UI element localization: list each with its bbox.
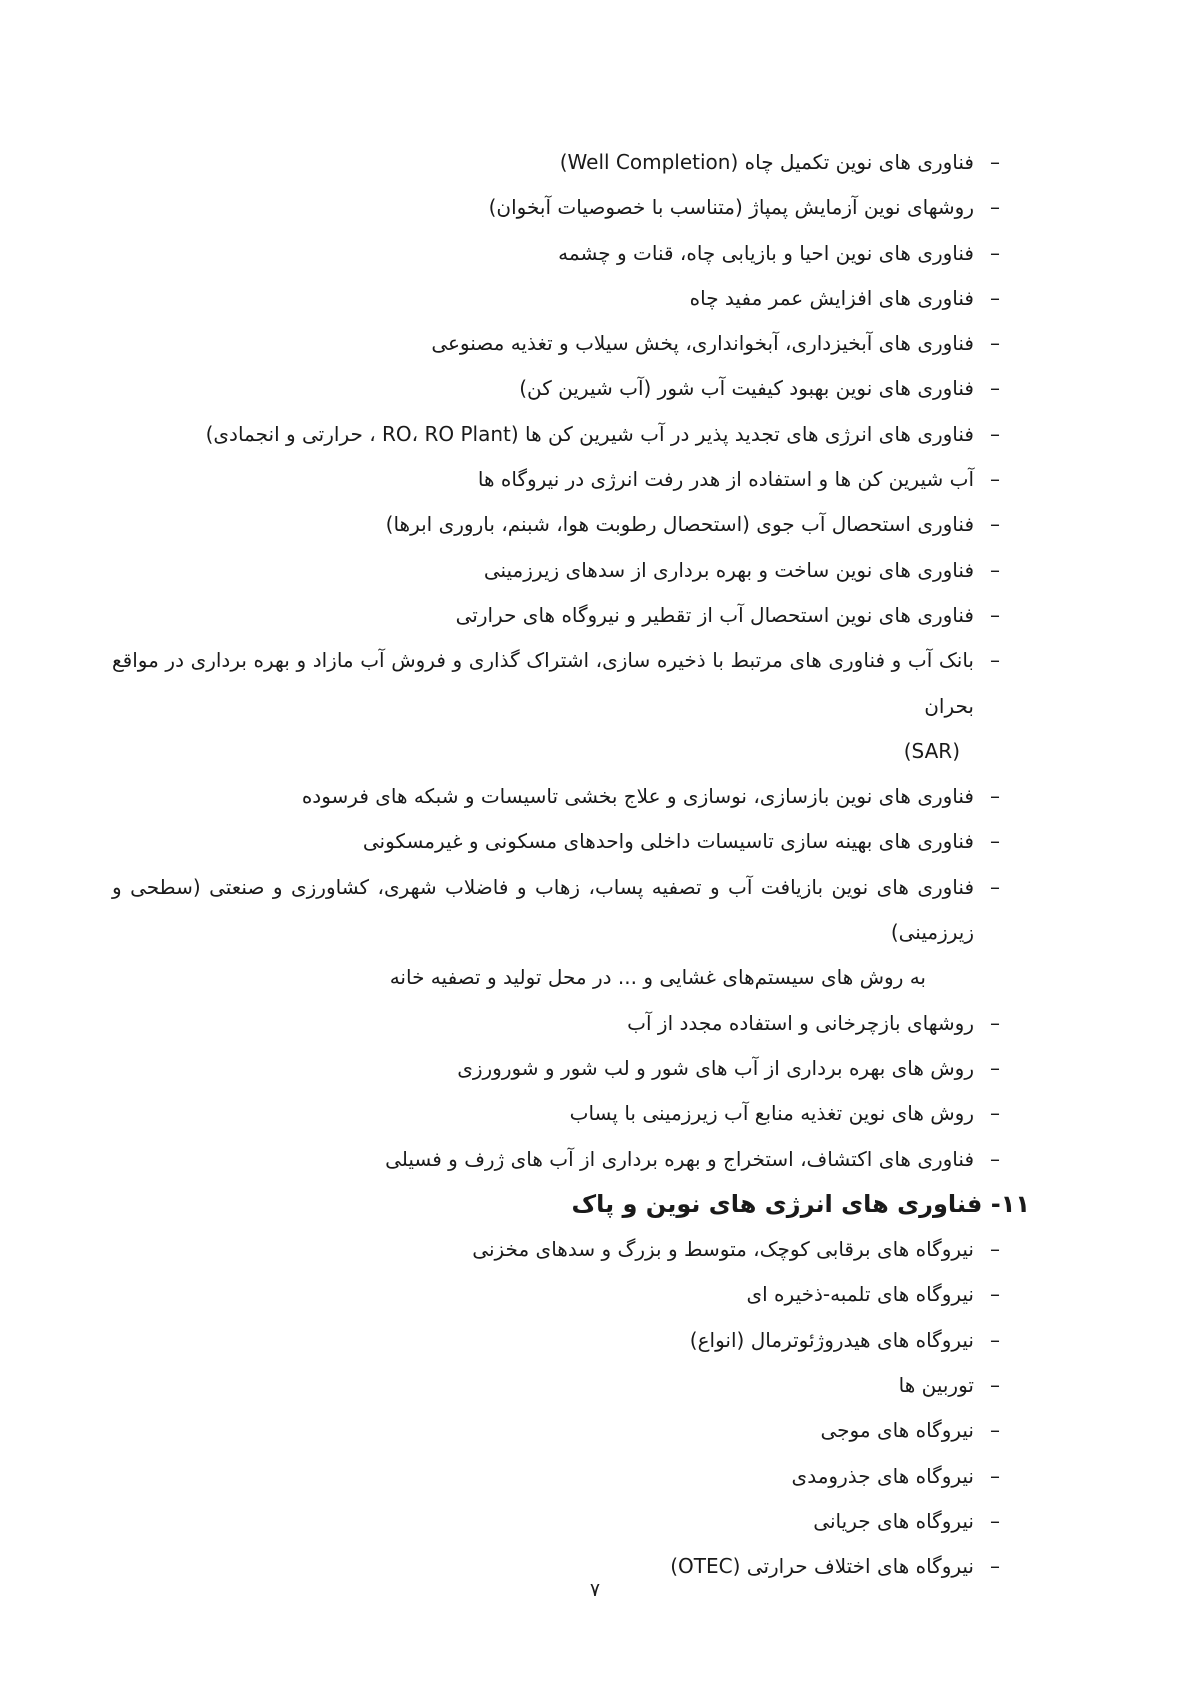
list-item: [112, 865, 1030, 956]
list-item-text: نیروگاه های جذرومدی: [791, 1463, 974, 1488]
list-item-text: آب شیرین کن ها و استفاده از هدر رفت انرژی در نیروگاه ها: [477, 467, 974, 492]
page-number: ۷: [589, 1579, 601, 1601]
list-item-text: فناوری های افزایش عمر مفید چاه: [689, 285, 974, 310]
dash-bullet: –: [990, 648, 1000, 673]
list-item-text: روشهای بازچرخانی و استفاده مجدد از آب: [627, 1010, 974, 1035]
list-item-text: فناوری های آبخیزداری، آبخوانداری، پخش سیلاب و تغذیه مصنوعی: [431, 331, 974, 356]
list-item-text: فناوری های نوین استحصال آب از تقطیر و نیروگاه های حرارتی: [455, 602, 974, 627]
list-item: [112, 819, 1030, 864]
list-item-text: فناوری های بهینه سازی تاسیسات داخلی واحدهای مسکونی و غیرمسکونی: [362, 829, 974, 854]
list-item: [112, 1318, 1030, 1363]
dash-bullet: –: [990, 1554, 1000, 1579]
dash-bullet: –: [990, 1146, 1000, 1171]
list-item-text: فناوری های نوین بازیافت آب و تصفیه پساب، زهاب و فاضلاب شهری، کشاورزی و صنعتی (سطحی و زیرزمینی): [112, 874, 974, 945]
dash-bullet: –: [990, 1282, 1000, 1307]
list-item-text: نیروگاه های تلمبه-ذخیره ای: [746, 1282, 974, 1307]
list-item-text: به روش های سیستم‌های غشایی و ... در محل تولید و تصفیه خانه: [389, 965, 926, 990]
list-item: [112, 638, 1030, 729]
dash-bullet: –: [990, 376, 1000, 401]
list-item: [112, 593, 1030, 638]
list-item-text: فناوری استحصال آب جوی (استحصال رطوبت هوا، شبنم، باروری ابرها): [385, 512, 974, 537]
list-item-text: روش های نوین تغذیه منابع آب زیرزمینی با پساب: [569, 1101, 974, 1126]
list-item: [112, 1046, 1030, 1091]
dash-bullet: –: [990, 1237, 1000, 1262]
list-item: [112, 185, 1030, 230]
dash-bullet: –: [990, 829, 1000, 854]
list-item: [112, 1227, 1030, 1272]
list-item: [112, 412, 1030, 457]
dash-bullet: –: [990, 285, 1000, 310]
dash-bullet: –: [990, 467, 1000, 492]
list-item: [112, 1137, 1030, 1182]
dash-bullet: –: [990, 1418, 1000, 1443]
list-item: [112, 1091, 1030, 1136]
dash-bullet: –: [990, 421, 1000, 446]
list-item-text: (SAR): [903, 738, 960, 763]
list-item-text: فناوری های نوین بازسازی، نوسازی و علاج بخشی تاسیسات و شبکه های فرسوده: [301, 784, 974, 809]
list-item: [112, 321, 1030, 366]
list-item-text: نیروگاه های هیدروژئوترمال (انواع): [689, 1327, 974, 1352]
list-item: [112, 1001, 1030, 1046]
list-item-text: روشهای نوین آزمایش پمپاژ (متناسب با خصوصیات آبخوان): [488, 195, 974, 220]
list-item-text: نیروگاه های برقابی کوچک، متوسط و بزرگ و سدهای مخزنی: [472, 1237, 974, 1262]
list-item-text: فناوری های نوین احیا و بازیابی چاه، قنات و چشمه: [558, 240, 974, 265]
dash-bullet: –: [990, 1327, 1000, 1352]
list-item-text: فناوری های اکتشاف، استخراج و بهره برداری از آب های ژرف و فسیلی: [385, 1146, 974, 1171]
dash-bullet: –: [990, 150, 1000, 174]
list-item: [112, 1454, 1030, 1499]
list-item-text: نیروگاه های جریانی: [813, 1508, 974, 1533]
list-item: [112, 548, 1030, 593]
dash-bullet: –: [990, 1508, 1000, 1533]
dash-bullet: –: [990, 557, 1000, 582]
list-item: [112, 1272, 1030, 1317]
list-item-text: فناوری های انرژی های تجدید پذیر در آب شیرین کن ها (RO، RO Plant ، حرارتی و انجمادی): [205, 421, 974, 446]
list-item: [112, 1499, 1030, 1544]
dash-bullet: –: [990, 331, 1000, 356]
list-item-text: بانک آب و فناوری های مرتبط با ذخیره سازی، اشتراک گذاری و فروش آب مازاد و بهره برداری در مواقع بحران: [112, 648, 974, 718]
list-item-continuation: [112, 955, 1030, 1000]
dash-bullet: –: [990, 1101, 1000, 1126]
list-item-continuation: [112, 729, 1030, 774]
list-item-text: توربین ها: [898, 1373, 974, 1398]
dash-bullet: –: [990, 602, 1000, 627]
dash-bullet-spacer: [974, 729, 1000, 774]
list-item: [112, 1408, 1030, 1453]
document-body: [112, 140, 1030, 1590]
list-item-text: روش های بهره برداری از آب های شور و لب شور و شورورزی: [457, 1055, 974, 1080]
list-item-text: فناوری های نوین ساخت و بهره برداری از سدهای زیرزمینی: [483, 557, 974, 582]
dash-bullet: –: [990, 784, 1000, 809]
dash-bullet: –: [990, 874, 1000, 899]
list-item: [112, 231, 1030, 276]
list-item: [112, 502, 1030, 547]
dash-bullet: –: [990, 1010, 1000, 1035]
dash-bullet: –: [990, 512, 1000, 537]
list-item: [112, 457, 1030, 502]
dash-bullet-spacer: [974, 955, 1000, 1000]
dash-bullet: –: [990, 1463, 1000, 1488]
list-item: [112, 1363, 1030, 1408]
list-item: [112, 366, 1030, 411]
list-item-text: نیروگاه های اختلاف حرارتی (OTEC): [670, 1554, 974, 1579]
list-item: [112, 276, 1030, 321]
dash-bullet: –: [990, 1373, 1000, 1398]
list-item-text: فناوری های نوین تکمیل چاه (Well Completion): [559, 150, 974, 174]
list-item: [112, 140, 1030, 185]
section-heading: ۱۱- فناوری های انرژی های نوین و پاک: [571, 1189, 1030, 1218]
dash-bullet: –: [990, 195, 1000, 220]
list-item-text: نیروگاه های موجی: [820, 1418, 974, 1443]
list-item: [112, 774, 1030, 819]
dash-bullet: –: [990, 1055, 1000, 1080]
list-item-text: فناوری های نوین بهبود کیفیت آب شور (آب شیرین کن): [519, 376, 974, 401]
dash-bullet: –: [990, 240, 1000, 265]
